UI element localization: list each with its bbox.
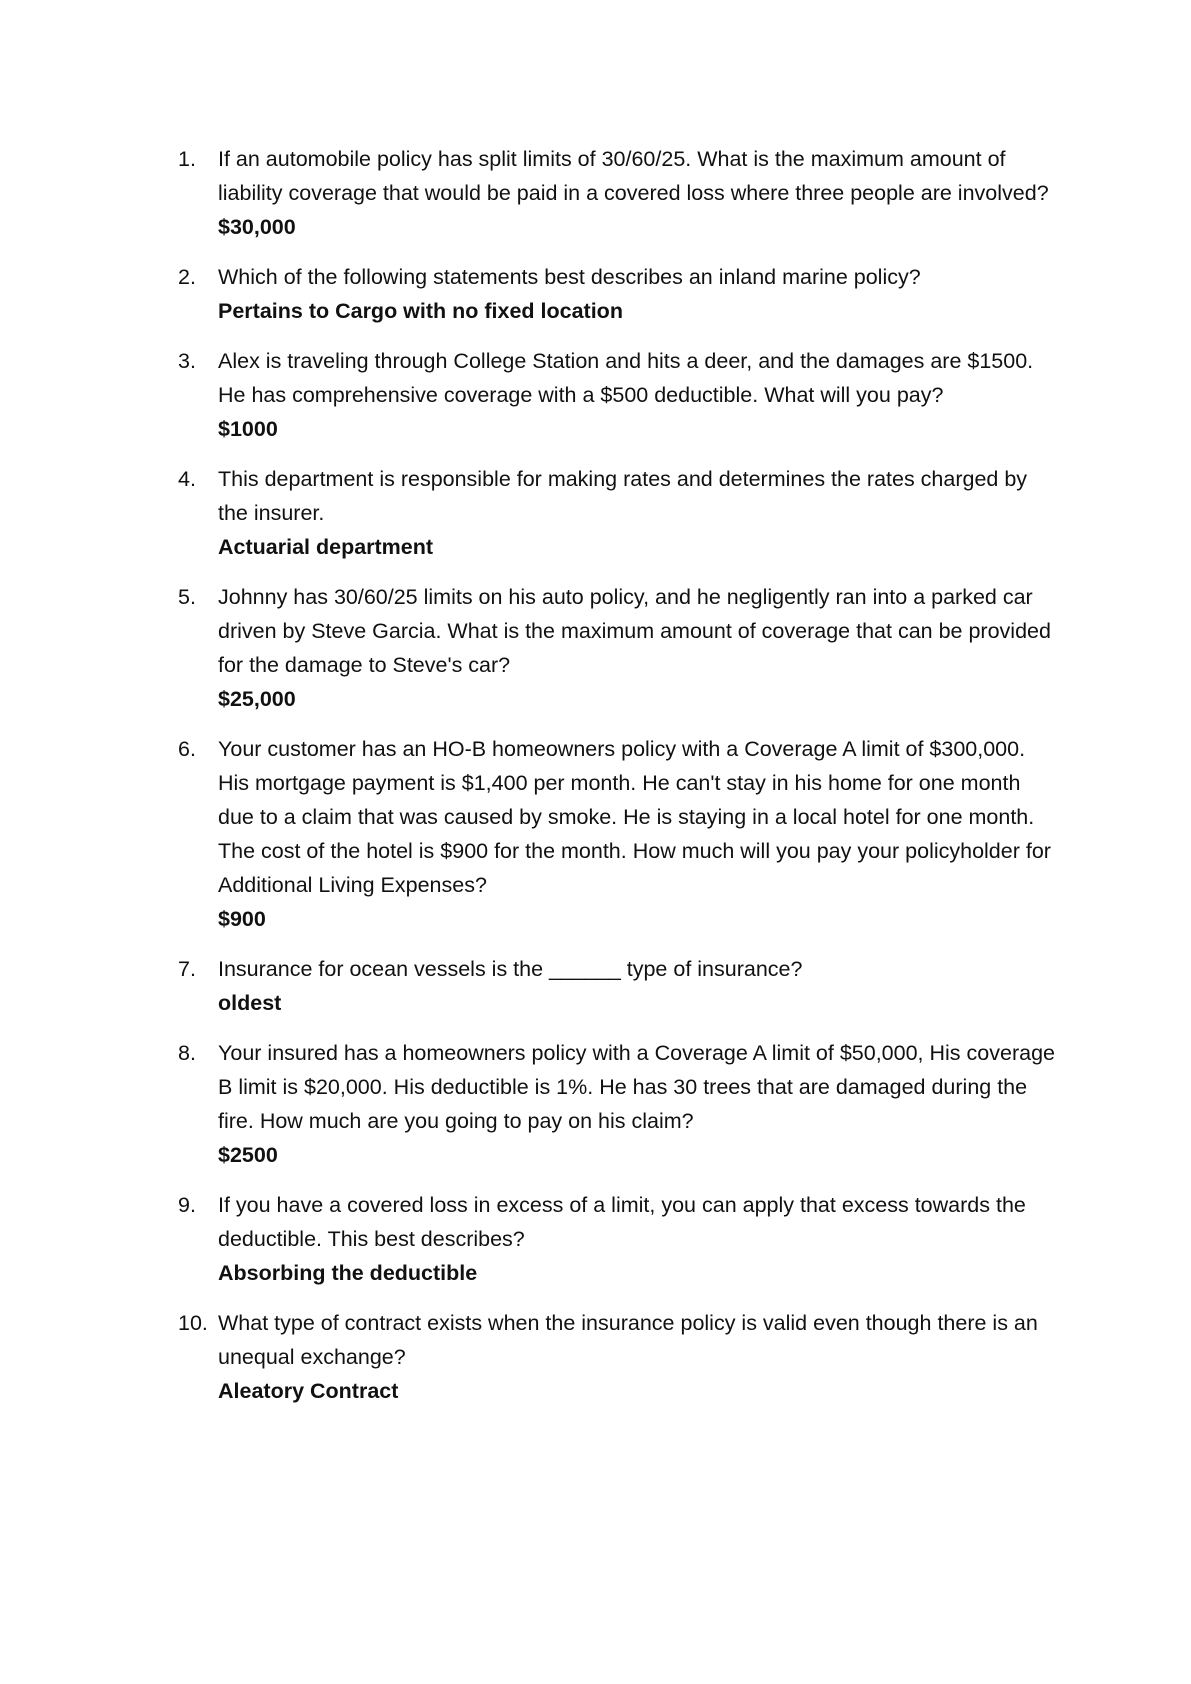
answer-text: oldest <box>218 991 282 1015</box>
answer-text: $900 <box>218 907 266 931</box>
question-number: 1. <box>178 147 196 171</box>
question-item-4 <box>178 462 1058 564</box>
question-text: Which of the following statements best describes an inland marine policy? <box>218 265 921 289</box>
question-item-9 <box>178 1188 1058 1290</box>
question-number: 9. <box>178 1193 196 1217</box>
question-text: Alex is traveling through College Station and hits a deer, and the damages are $1500. He has comprehensive coverage with a $500 deductible. What will you pay? <box>218 349 1034 407</box>
answer-text: Aleatory Contract <box>218 1379 399 1403</box>
question-number: 4. <box>178 467 196 491</box>
answer-text: $30,000 <box>218 215 296 239</box>
question-text: Your customer has an HO-B homeowners policy with a Coverage A limit of $300,000. His mortgage payment is $1,400 per month. He can't stay in his home for one month due to a claim that was caused by smoke. He is staying in a local hotel for one month. The cost of the hotel is $900 for the month. How much will you pay your policyholder for Additional Living Expenses? <box>218 737 1051 897</box>
question-item-10 <box>178 1306 1058 1408</box>
question-list <box>178 142 1058 1424</box>
question-item-1 <box>178 142 1058 244</box>
question-number: 5. <box>178 585 196 609</box>
question-item-6 <box>178 732 1058 936</box>
question-number: 2. <box>178 265 196 289</box>
question-number: 7. <box>178 957 196 981</box>
question-number: 6. <box>178 737 196 761</box>
question-item-3 <box>178 344 1058 446</box>
answer-text: Actuarial department <box>218 535 434 559</box>
question-text: Your insured has a homeowners policy with a Coverage A limit of $50,000, His coverage B limit is $20,000. His deductible is 1%. He has 30 trees that are damaged during the fire. How much are you going to pay on his claim? <box>218 1041 1055 1133</box>
answer-text: $25,000 <box>218 687 296 711</box>
answer-text: $1000 <box>218 417 278 441</box>
question-number: 10. <box>178 1311 208 1335</box>
question-text: If you have a covered loss in excess of a limit, you can apply that excess towards the deductible. This best describes? <box>218 1193 1026 1251</box>
question-number: 8. <box>178 1041 196 1065</box>
answer-text: $2500 <box>218 1143 278 1167</box>
question-text: If an automobile policy has split limits of 30/60/25. What is the maximum amount of liability coverage that would be paid in a covered loss where three people are involved? <box>218 147 1049 205</box>
question-item-8 <box>178 1036 1058 1172</box>
answer-text: Absorbing the deductible <box>218 1261 478 1285</box>
question-text: Johnny has 30/60/25 limits on his auto policy, and he negligently ran into a parked car driven by Steve Garcia. What is the maximum amount of coverage that can be provided for the damage to Steve's car? <box>218 585 1051 677</box>
question-item-7 <box>178 952 1058 1020</box>
question-number: 3. <box>178 349 196 373</box>
question-item-5 <box>178 580 1058 716</box>
question-item-2 <box>178 260 1058 328</box>
question-text: This department is responsible for making rates and determines the rates charged by the insurer. <box>218 467 1028 525</box>
question-text: What type of contract exists when the insurance policy is valid even though there is an unequal exchange? <box>218 1311 1038 1369</box>
answer-text: Pertains to Cargo with no fixed location <box>218 299 623 323</box>
question-text: Insurance for ocean vessels is the ______ type of insurance? <box>218 957 803 981</box>
